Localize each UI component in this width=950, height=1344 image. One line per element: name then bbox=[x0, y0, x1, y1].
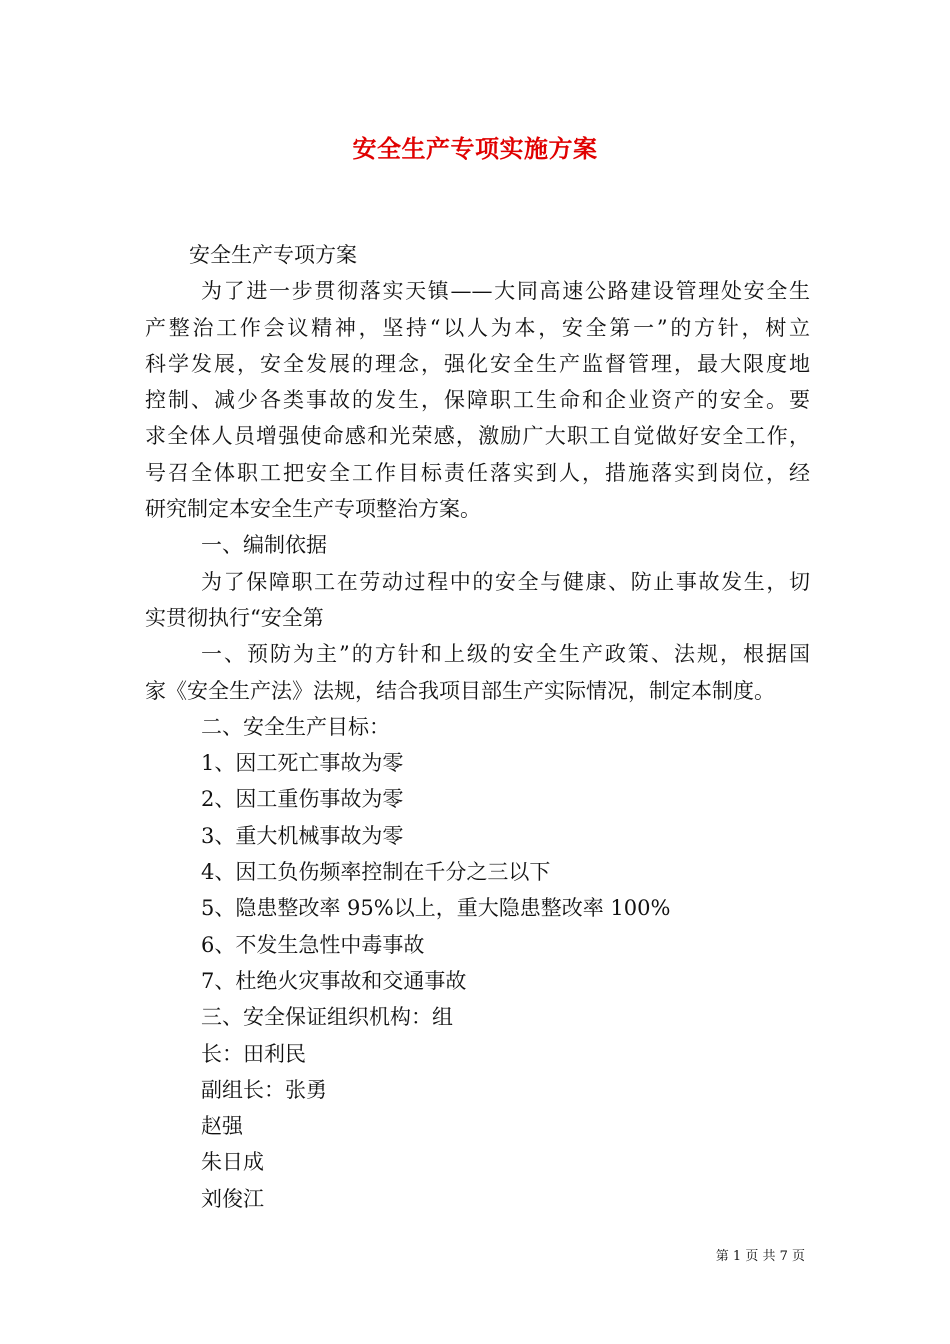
goal-item: 6、不发生急性中毒事故 bbox=[201, 932, 425, 957]
page-number: 第 1 页 共 7 页 bbox=[715, 1249, 805, 1264]
section-heading-basis: 一、编制依据 bbox=[201, 533, 327, 558]
section-heading-organization: 三、安全保证组织机构：组 bbox=[201, 1005, 453, 1030]
document-body bbox=[145, 237, 810, 1217]
paragraph-line: 科学发展，安全发展的理念，强化安全生产监督管理，最大限度地 bbox=[145, 351, 810, 376]
subtitle: 安全生产专项方案 bbox=[189, 243, 357, 267]
paragraph-line: 研究制定本安全生产专项整治方案。 bbox=[145, 497, 481, 522]
paragraph-line: 产整治工作会议精神，坚持“以人为本，安全第一”的方针，树立 bbox=[145, 315, 810, 340]
goal-item: 2、因工重伤事故为零 bbox=[201, 787, 404, 812]
section-heading-goals: 二、安全生产目标： bbox=[201, 714, 390, 739]
paragraph-line: 为了保障职工在劳动过程中的安全与健康、防止事故发生，切 bbox=[201, 569, 810, 594]
org-member: 刘俊江 bbox=[201, 1186, 264, 1211]
goal-item: 3、重大机械事故为零 bbox=[201, 823, 404, 848]
org-leader: 长：田利民 bbox=[201, 1041, 306, 1066]
paragraph-line: 一、预防为主”的方针和上级的安全生产政策、法规，根据国 bbox=[201, 642, 810, 667]
document-title: 安全生产专项实施方案 bbox=[352, 134, 598, 163]
org-deputy: 副组长：张勇 bbox=[201, 1077, 327, 1102]
paragraph-line: 控制、减少各类事故的发生，保障职工生命和企业资产的安全。要 bbox=[145, 388, 810, 413]
goal-item: 5、隐患整改率 95%以上，重大隐患整改率 100% bbox=[201, 896, 671, 921]
paragraph-line: 为了进一步贯彻落实天镇——大同高速公路建设管理处安全生 bbox=[201, 279, 810, 304]
paragraph-line: 实贯彻执行“安全第 bbox=[145, 605, 324, 630]
org-member: 赵强 bbox=[201, 1114, 243, 1139]
org-member: 朱日成 bbox=[201, 1150, 264, 1175]
goal-item: 7、杜绝火灾事故和交通事故 bbox=[201, 968, 467, 993]
paragraph-line: 号召全体职工把安全工作目标责任落实到人，措施落实到岗位，经 bbox=[145, 460, 810, 485]
goal-item: 4、因工负伤频率控制在千分之三以下 bbox=[201, 860, 551, 885]
paragraph-line: 求全体人员增强使命感和光荣感，激励广大职工自觉做好安全工作， bbox=[145, 424, 810, 449]
paragraph-line: 家《安全生产法》法规，结合我项目部生产实际情况，制定本制度。 bbox=[145, 678, 775, 703]
goal-item: 1、因工死亡事故为零 bbox=[201, 751, 404, 776]
